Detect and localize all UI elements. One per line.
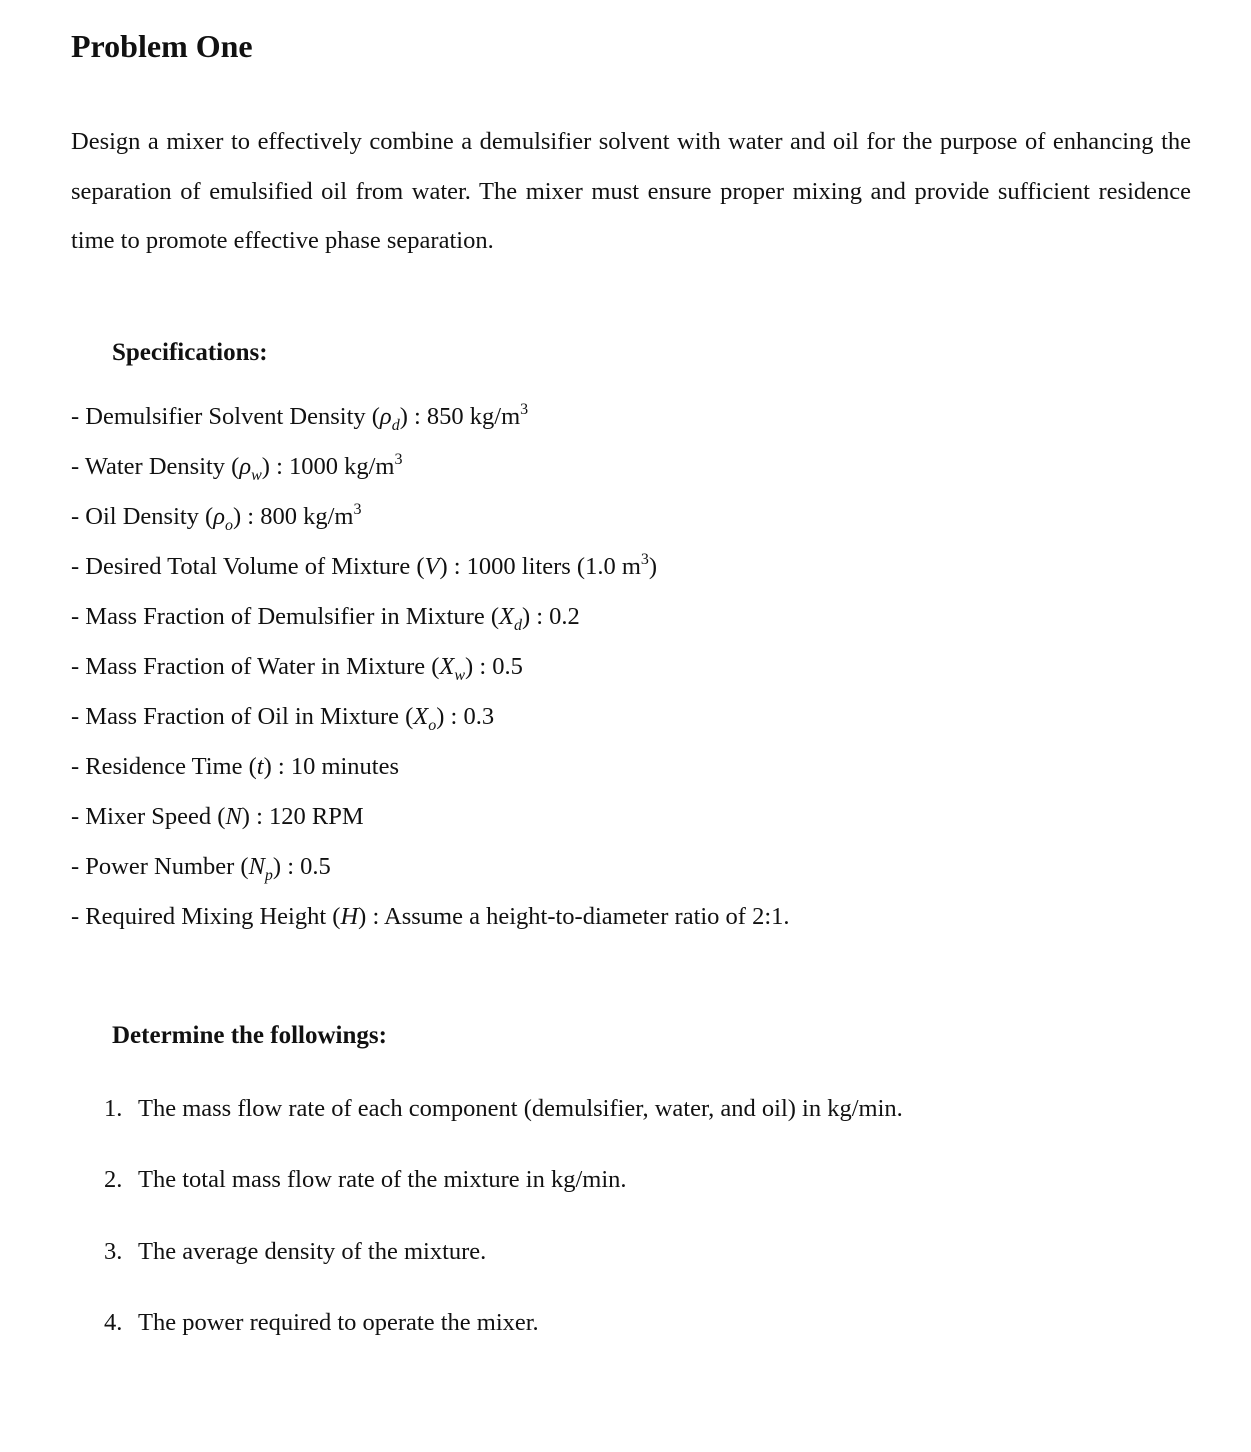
spec-item: - Mass Fraction of Oil in Mixture $(X_o)$ : 0.3 xyxy=(71,703,495,734)
spec-item: - Mixer Speed (N) : 120 RPM xyxy=(71,803,364,830)
question-item xyxy=(104,1088,903,1159)
question-text: The mass flow rate of each component (demulsifier, water, and oil) in kg/min. xyxy=(138,1095,903,1122)
specifications-list xyxy=(71,392,790,942)
spec-item: - Mass Fraction of Demulsifier in Mixture $(X_d)$ : 0.2 xyxy=(71,603,580,634)
spec-item: - Oil Density $(\rho_o)$ : 800 $kg/m^3$ xyxy=(71,501,362,534)
question-number: 2. xyxy=(104,1166,123,1194)
spec-item: - Required Mixing Height (H) : Assume a height-to-diameter ratio of 2:1. xyxy=(71,903,790,930)
spec-item: - Demulsifier Solvent Density $(\rho_d)$ : 850 $kg/m^3$ xyxy=(71,401,529,434)
question-number: 3. xyxy=(104,1237,123,1265)
spec-item: - Power Number $(N_p)$ : 0.5 xyxy=(71,853,331,884)
question-item xyxy=(104,1302,903,1373)
problem-description: Design a mixer to effectively combine a demulsifier solvent with water and oil for the purpose of enhancing the separation of emulsified oil from water. The mixer must ensure proper mixing and provide sufficient residence time to promote effective phase separation. xyxy=(71,128,1191,255)
spec-item: - Mass Fraction of Water in Mixture $(X_w)$ : 0.5 xyxy=(71,653,523,684)
determine-heading: Determine the followings: xyxy=(112,1022,387,1049)
question-text: The average density of the mixture. xyxy=(138,1237,487,1265)
question-text: The total mass flow rate of the mixture in kg/min. xyxy=(138,1166,627,1194)
spec-item: - Residence Time (t) : 10 minutes xyxy=(71,753,400,780)
question-number: 1. xyxy=(104,1095,123,1122)
question-number: 4. xyxy=(104,1308,123,1336)
spec-item: - Desired Total Volume of Mixture (V) : 1000 liters (1.0 $m^3$) xyxy=(71,551,658,580)
page-title: Problem One xyxy=(71,28,253,64)
specifications-heading: Specifications: xyxy=(112,339,268,366)
question-text: The power required to operate the mixer. xyxy=(138,1308,539,1336)
question-item xyxy=(104,1231,903,1302)
questions-list xyxy=(104,1088,903,1373)
question-item xyxy=(104,1159,903,1230)
spec-item: - Water Density $(\rho_w)$ : 1000 $kg/m^3$ xyxy=(71,451,403,484)
